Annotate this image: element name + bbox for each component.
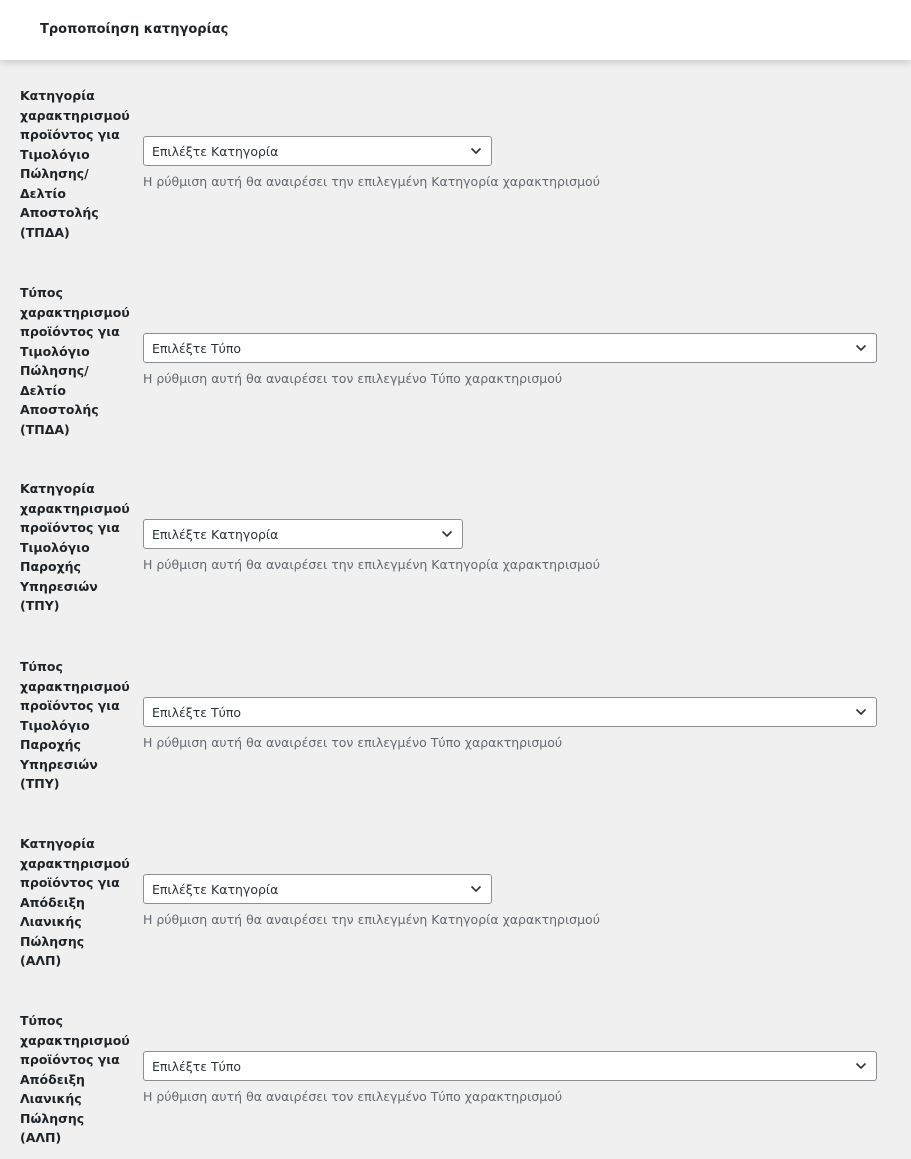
category-select-alp[interactable] bbox=[143, 874, 492, 904]
field-description: Η ρύθμιση αυτή θα αναιρέσει την επιλεγμένη Κατηγορία χαρακτηρισμού bbox=[143, 912, 600, 927]
field-description: Η ρύθμιση αυτή θα αναιρέσει τον επιλεγμένο Τύπο χαρακτηρισμού bbox=[143, 1089, 563, 1104]
chevron-down-icon bbox=[441, 529, 453, 539]
field-label: Κατηγορία χαρακτηρισμού προϊόντος για Απόδειξη Λιανικής Πώλησης (ΑΛΠ) bbox=[20, 836, 130, 968]
field-label: Τύπος χαρακτηρισμού προϊόντος για Απόδειξη Λιανικής Πώλησης (ΑΛΠ) bbox=[20, 1013, 130, 1145]
chevron-down-icon bbox=[855, 707, 867, 717]
select-value: Επιλέξτε Κατηγορία bbox=[152, 144, 279, 159]
category-select-tpy[interactable] bbox=[143, 519, 463, 549]
select-value: Επιλέξτε Κατηγορία bbox=[152, 527, 279, 542]
field-description: Η ρύθμιση αυτή θα αναιρέσει τον επιλεγμένο Τύπο χαρακτηρισμού bbox=[143, 735, 563, 750]
field-label: Κατηγορία χαρακτηρισμού προϊόντος για Τιμολόγιο Παροχής Υπηρεσιών (ΤΠΥ) bbox=[20, 481, 130, 613]
chevron-down-icon bbox=[470, 884, 482, 894]
field-description: Η ρύθμιση αυτή θα αναιρέσει τον επιλεγμένο Τύπο χαρακτηρισμού bbox=[143, 371, 563, 386]
chevron-down-icon bbox=[855, 1061, 867, 1071]
page-header bbox=[0, 0, 911, 60]
field-description: Η ρύθμιση αυτή θα αναιρέσει την επιλεγμένη Κατηγορία χαρακτηρισμού bbox=[143, 557, 600, 572]
select-value: Επιλέξτε Τύπο bbox=[152, 1059, 242, 1074]
chevron-down-icon bbox=[470, 146, 482, 156]
page-title: Τροποποίηση κατηγορίας bbox=[40, 22, 229, 37]
type-select-tpda[interactable] bbox=[143, 333, 877, 363]
select-value: Επιλέξτε Κατηγορία bbox=[152, 882, 279, 897]
select-value: Επιλέξτε Τύπο bbox=[152, 341, 242, 356]
select-value: Επιλέξτε Τύπο bbox=[152, 705, 242, 720]
type-select-alp[interactable] bbox=[143, 1051, 877, 1081]
field-label: Κατηγορία χαρακτηρισμού προϊόντος για Τιμολόγιο Πώλησης/ Δελτίο Αποστολής (ΤΠΔΑ) bbox=[20, 88, 130, 240]
category-select-tpda[interactable] bbox=[143, 136, 492, 166]
type-select-tpy[interactable] bbox=[143, 697, 877, 727]
field-description: Η ρύθμιση αυτή θα αναιρέσει την επιλεγμένη Κατηγορία χαρακτηρισμού bbox=[143, 174, 600, 189]
field-label: Τύπος χαρακτηρισμού προϊόντος για Τιμολόγιο Πώλησης/ Δελτίο Αποστολής (ΤΠΔΑ) bbox=[20, 285, 130, 437]
field-label: Τύπος χαρακτηρισμού προϊόντος για Τιμολόγιο Παροχής Υπηρεσιών (ΤΠΥ) bbox=[20, 659, 130, 791]
chevron-down-icon bbox=[855, 343, 867, 353]
